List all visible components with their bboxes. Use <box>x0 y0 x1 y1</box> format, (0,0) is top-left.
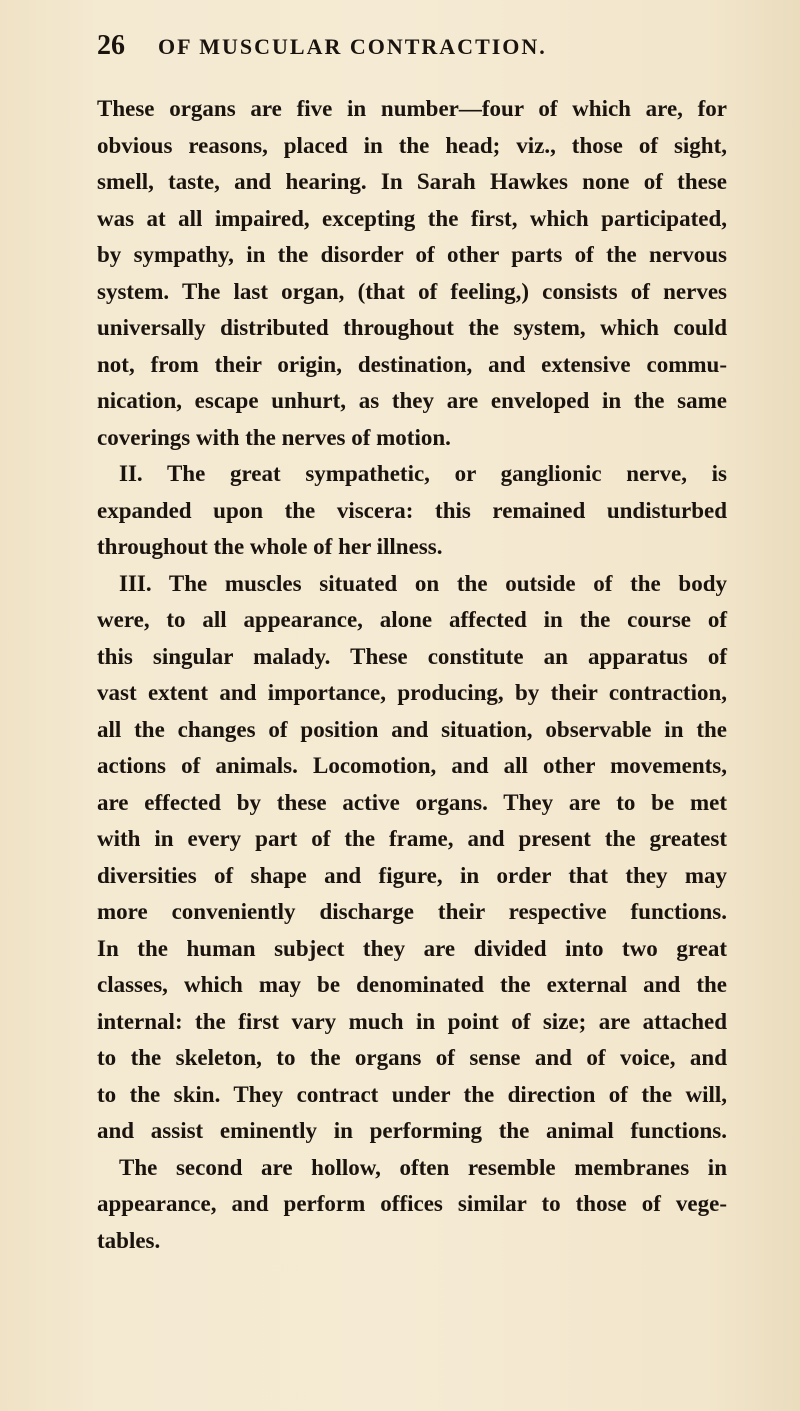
text-line: appearance, and perform offices similar to those of vege- <box>97 1191 727 1216</box>
text-line: smell, taste, and hearing. In Sarah Hawkes none of these <box>97 169 727 194</box>
text-line: and assist eminently in performing the animal functions. <box>97 1118 727 1143</box>
text-line: In the human subject they are divided into two great <box>97 935 727 961</box>
text-line: expanded upon the viscera: this remained undisturbed <box>97 497 727 523</box>
text-line: diversities of shape and figure, in order that they may <box>97 862 727 888</box>
text-line: These organs are five in number—four of which are, for <box>97 96 727 121</box>
page-header <box>97 30 725 70</box>
text-line: to the skin. They contract under the direction of the will, <box>97 1081 727 1107</box>
text-line: II. The great sympathetic, or ganglionic nerve, is <box>119 461 727 486</box>
text-line: nication, escape unhurt, as they are enveloped in the same <box>97 388 727 413</box>
text-line: were, to all appearance, alone affected in the course of <box>97 607 727 632</box>
text-line: universally distributed throughout the system, which could <box>97 315 727 340</box>
text-line: vast extent and importance, producing, by their contraction, <box>97 680 727 705</box>
text-line: classes, which may be denominated the external and the <box>97 972 727 997</box>
page-number: 26 <box>97 30 125 61</box>
text-line: by sympathy, in the disorder of other parts of the nervous <box>97 242 727 267</box>
text-line: The second are hollow, often resemble membranes in <box>119 1154 727 1180</box>
text-line: more conveniently discharge their respective functions. <box>97 899 727 924</box>
body-text <box>97 91 727 1259</box>
text-line: III. The muscles situated on the outside of the body <box>119 570 727 596</box>
text-line: to the skeleton, to the organs of sense and of voice, and <box>97 1045 727 1070</box>
running-head: OF MUSCULAR CONTRACTION. <box>158 34 547 59</box>
text-line: was at all impaired, excepting the first, which participated, <box>97 205 727 231</box>
text-line: not, from their origin, destination, and extensive commu- <box>97 351 727 377</box>
text-line: obvious reasons, placed in the head; viz., those of sight, <box>97 132 727 158</box>
text-line: tables. <box>97 1227 161 1253</box>
text-line: all the changes of position and situation, observable in the <box>97 716 727 742</box>
text-line: system. The last organ, (that of feeling,) consists of nerves <box>97 278 727 304</box>
text-line: coverings with the nerves of motion. <box>97 424 451 450</box>
text-line: actions of animals. Locomotion, and all other movements, <box>97 753 727 778</box>
text-line: are effected by these active organs. They are to be met <box>97 789 727 815</box>
text-line: throughout the whole of her illness. <box>97 534 443 559</box>
text-line: internal: the first vary much in point of size; are attached <box>97 1008 727 1034</box>
text-line: this singular malady. These constitute an apparatus of <box>97 643 727 669</box>
text-line: with in every part of the frame, and present the greatest <box>97 826 727 851</box>
